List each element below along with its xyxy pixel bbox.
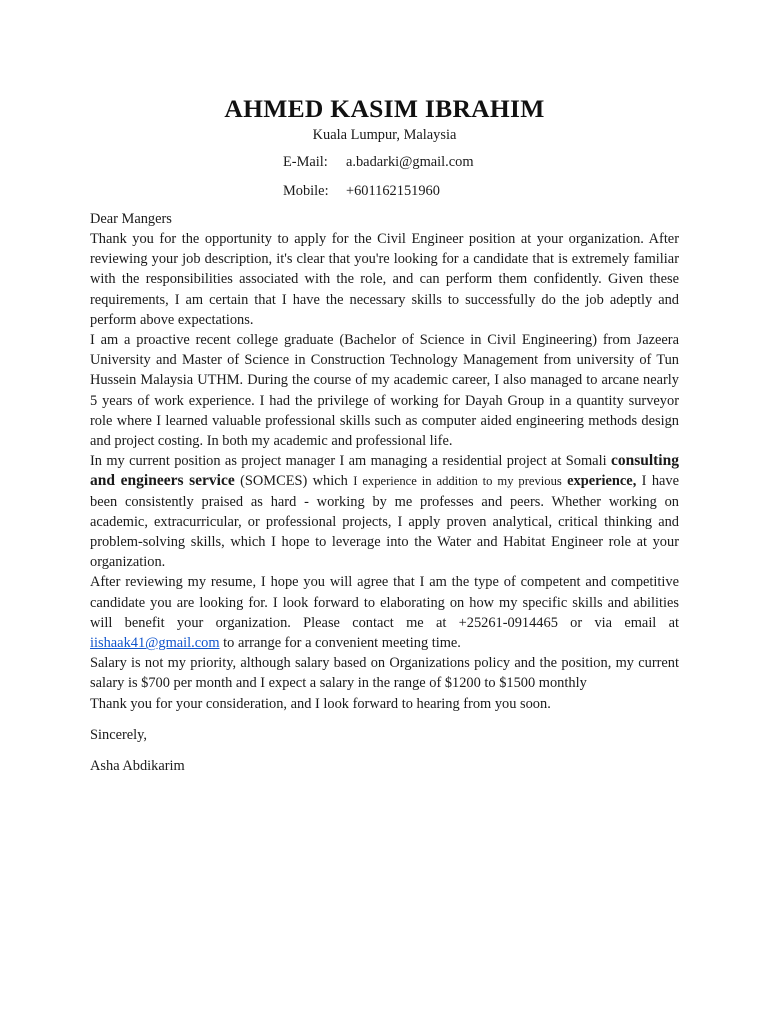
email-row [90, 152, 679, 172]
p3-text-a: In my current position as project manager I am managing a residential project at Somali [90, 453, 611, 470]
p4-text-a: After reviewing my resume, I hope you will agree that I am the type of competent and competitive candidate you are looking for. I look forward to elaborating on how my specific skills and abilities will benefit your organization. Please contact me at +25261-0914465 or via email at [90, 574, 679, 631]
applicant-location: Kuala Lumpur, Malaysia [312, 127, 457, 143]
p3-experience: experience, [567, 473, 637, 490]
p3-text-c: (SOMCES) which [234, 473, 354, 490]
signature: Asha Abdikarim [90, 757, 185, 774]
paragraph-contact [90, 572, 679, 653]
applicant-name: AHMED KASIM IBRAHIM [224, 94, 545, 123]
salutation: Dear Mangers [90, 211, 172, 227]
paragraph-thanks: Thank you for your consideration, and I look forward to hearing from you soon. [90, 695, 551, 712]
p3-company-name: consulting and engineers service [90, 452, 679, 490]
email-label: E-Mail: [283, 154, 328, 170]
p3-text-f: I have been consistently praised as hard - working by me professes and peers. Whether working on academic, extracurricular, or professional projects, I apply proven analytical, critical thinking and problem-solving skills, which I hope to leverage into the Water and Habitat Engineer role at your organization. [90, 473, 679, 571]
mobile-value: +601162151960 [346, 183, 440, 199]
paragraph-intro: Thank you for the opportunity to apply for the Civil Engineer position at your organization. After reviewing your job description, it's clear that you're looking for a candidate that is extremely familiar with the responsibilities associated with the role, and can perform them confidently. Given these requirements, I am certain that I have the necessary skills to successfully do the job adeptly and perform above expectations. [90, 231, 679, 328]
mobile-row [90, 181, 679, 201]
email-value: a.badarki@gmail.com [346, 154, 474, 170]
paragraph-education: I am a proactive recent college graduate (Bachelor of Science in Civil Engineering) from Jazeera University and Master of Science in Construction Technology Management from university of Tun Hussein Malaysia UTHM. During the course of my academic career, I also managed to arcane nearly 5 years of work experience. I had the privilege of working for Dayah Group in a quantity surveyor role where I learned valuable professional skills such as computer aided engineering methods design and project costing. In both my academic and professional life. [90, 332, 679, 450]
email-link[interactable]: iishaak41@gmail.com [90, 635, 220, 652]
contact-block [90, 152, 679, 201]
paragraph-salary: Salary is not my priority, although salary based on Organizations policy and the position, my current salary is $700 per month and I expect a salary in the range of $1200 to $1500 monthly [90, 655, 679, 692]
p3-text-d: I experience in addition to my previous [353, 474, 562, 489]
p4-text-b: to arrange for a convenient meeting time. [219, 635, 461, 652]
mobile-label: Mobile: [283, 183, 329, 199]
paragraph-current-position [90, 451, 679, 572]
closing: Sincerely, [90, 726, 148, 743]
